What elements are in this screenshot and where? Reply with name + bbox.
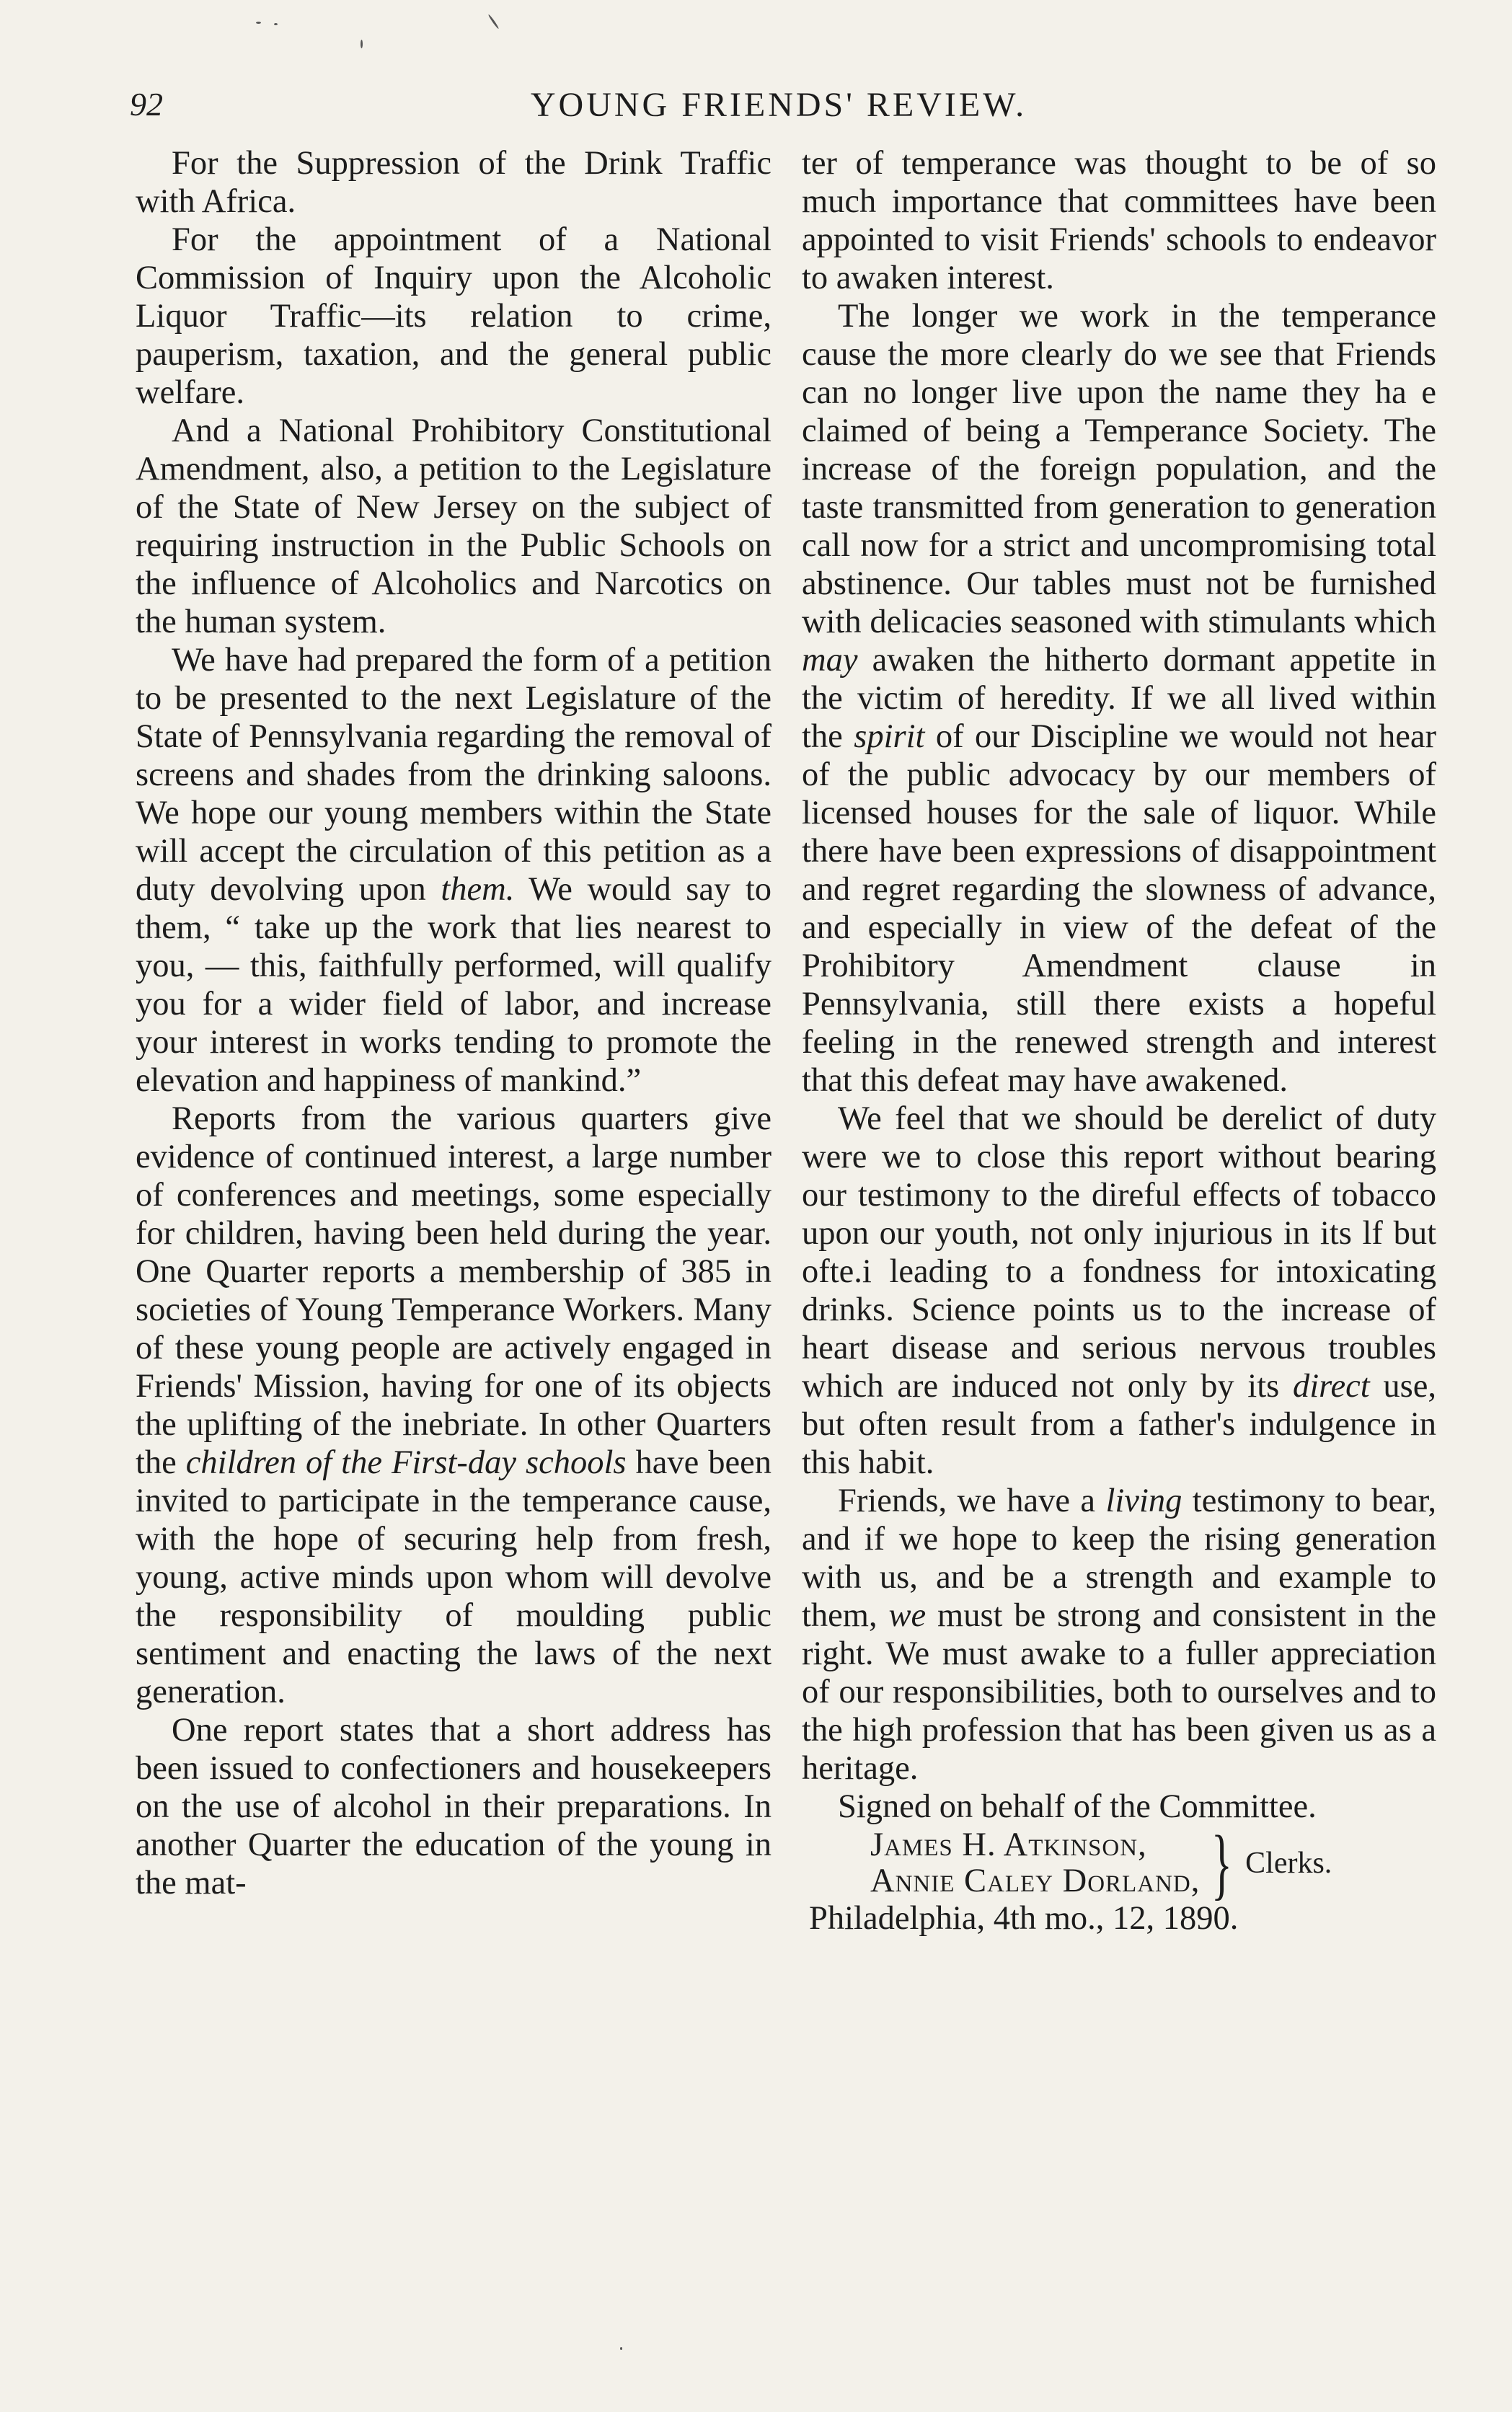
paragraph-text: awaken the hitherto dormant appetite in the victim of heredity. If we all lived within the (802, 642, 1436, 755)
left-column (136, 144, 772, 1902)
article-paragraph: One report states that a short address has been issued to confectioners and housekeepers on the use of alcohol in their preparations. In another Quarter the education of the young in the mat- (136, 1712, 772, 1901)
article-paragraph: ter of temperance was thought to be of so much importance that committees have been appointed to visit Friends' schools to endeavor to awaken interest. (802, 145, 1436, 296)
signatory-role: Clerks. (1245, 1846, 1332, 1880)
italic-text: children of the First-day schools (185, 1444, 627, 1481)
article-paragraph (802, 297, 1436, 1100)
paragraph-text: We would say to them, “ take up the work that lies nearest to you, — this, faithfully performed, will qualify you for a wider field of labor, and increase your interest in works tending to promote the elevation and happiness of mankind.” (136, 871, 772, 1099)
italic-text: may (802, 642, 858, 679)
article-paragraph: And a National Prohibitory Constitutional Amendment, also, a petition to the Legislature of the State of New Jersey on the subject of requiring instruction in the Public Schools on the influence of Alcoholics and Narcotics on the human system. (136, 412, 772, 640)
italic-text: living (1105, 1483, 1182, 1519)
print-speck (620, 2347, 622, 2350)
paragraph-text: have been invited to participate in the temperance cause, with the hope of securing help from fresh, young, active minds upon whom will devolve the responsibility of moulding public sentiment and enacting the laws of the next generation. (136, 1444, 772, 1710)
italic-text: we (888, 1597, 927, 1634)
print-speck (487, 14, 499, 29)
paragraph-text: of our Discipline we would not hear of the public advocacy by our members of licensed houses for the sale of liquor. While there have been expressions of disappointment and regret regarding the slowness of advance, and especially in view of the defeat of the Prohibitory Amendment clause in Pennsylvania, still there exists a hopeful feeling in the renewed strength and interest that this defeat may have awakened. (802, 718, 1436, 1099)
signature-line: Signed on behalf of the Committee. (838, 1788, 1317, 1825)
article-paragraph (802, 1100, 1436, 1482)
signature-block (870, 1819, 1436, 1907)
paragraph-text: use, but often result from a father's indulgence in this habit. (802, 1368, 1436, 1481)
italic-text: spirit (854, 718, 925, 755)
place-date-line: Philadelphia, 4th mo., 12, 1890. (809, 1900, 1239, 1937)
paragraph-text: The longer we work in the temperance cause the more clearly do we see that Friends can no longer live upon the name they ha e claimed of being a Temperance Society. The increase of the foreign population, and the taste transmitted from generation to generation call now for a strict and uncompromising total abstinence. Our tables must not be furnished with delicacies seasoned with stimulants which (802, 298, 1436, 640)
paragraph-text: testimony to bear, and if we hope to keep the rising generation with us, and be a strength and example to them, (802, 1483, 1437, 1634)
italic-text: direct (1292, 1368, 1370, 1405)
print-speck (361, 40, 363, 48)
print-speck (274, 23, 278, 25)
running-title: YOUNG FRIENDS' REVIEW. (530, 86, 1027, 124)
article-paragraph: For the appointment of a National Commission of Inquiry upon the Alcoholic Liquor Traffic—its relation to crime, pauperism, taxation, and the general public welfare. (136, 221, 772, 411)
print-speck (256, 22, 261, 24)
right-column (802, 144, 1436, 1938)
page-number: 92 (130, 86, 163, 123)
brace-glyph: } (1211, 1819, 1233, 1907)
article-paragraph: For the Suppression of the Drink Traffic with Africa. (136, 145, 772, 220)
signatory-names (870, 1827, 1200, 1899)
paragraph-text: must be strong and consistent in the right. We must awake to a fuller appreciation of our responsibilities, both to ourselves and to the high profession that has been given us as a heritage. (802, 1597, 1437, 1787)
article-paragraph (802, 1482, 1436, 1788)
paragraph-text: We feel that we should be derelict of duty were we to close this report without bearing our testimony to the direful effects of tobacco upon our youth, not only injurious in its lf but ofte.i leading to a fondness for intoxicating drinks. Science points us to the increase of heart disease and serious nervous troubles which are induced not only by its (802, 1100, 1436, 1405)
article-paragraph (136, 1100, 772, 1711)
paragraph-text: Friends, we have a (838, 1483, 1106, 1519)
signatory-name: James H. Atkinson, (870, 1826, 1147, 1863)
signatory-name: Annie Caley Dorland, (870, 1863, 1201, 1899)
italic-text: them. (441, 871, 515, 908)
paragraph-text: Reports from the various quarters give evidence of continued interest, a large number of conferences and meetings, some especially for children, having been held during the year. One Quarter reports a membership of 385 in societies of Young Temperance Workers. Many of these young people are actively engaged in Friends' Mission, having for one of its objects the uplifting of the inebriate. In other Quarters the (136, 1100, 772, 1481)
page-header (130, 85, 1428, 136)
paragraph-text: We have had prepared the form of a petition to be presented to the next Legislature of the State of Pennsylvania regarding the removal of screens and shades from the drinking saloons. We hope our young members within the State will accept the circulation of this petition as a duty devolving upon (136, 642, 772, 908)
article-paragraph (136, 641, 772, 1100)
